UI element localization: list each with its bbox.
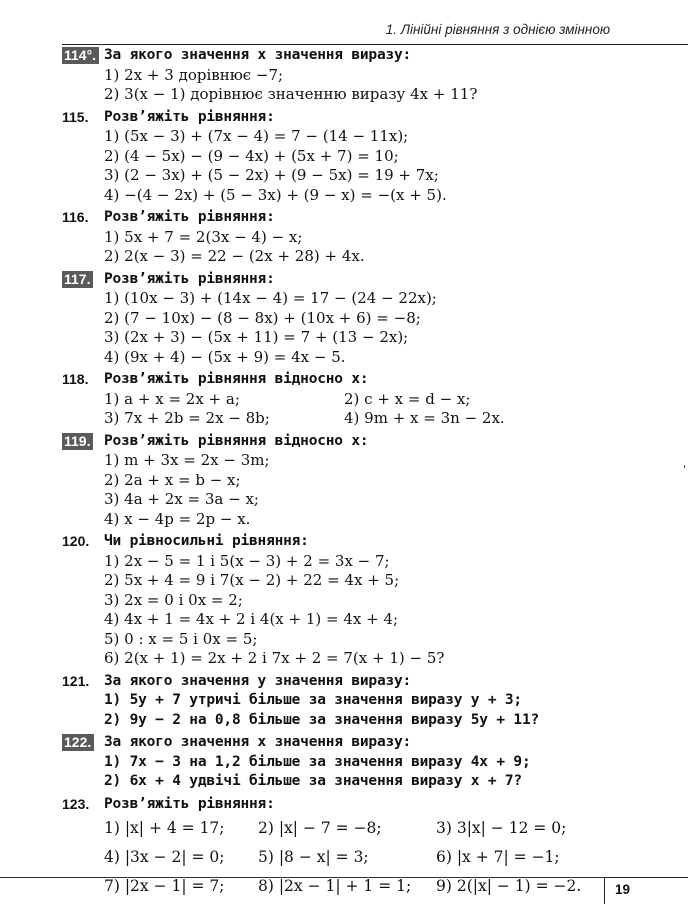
problem-number: 118. — [62, 371, 89, 387]
problem-number: 122. — [62, 734, 94, 751]
problem-item: 4) (9x + 4) − (5x + 9) = 4x − 5. — [104, 347, 346, 366]
problem-item: 3) 2x = 0 і 0x = 2; — [104, 590, 243, 609]
problem-121 — [62, 672, 622, 731]
problem-number: 123. — [62, 795, 90, 812]
problem-number: 116. — [62, 209, 89, 225]
problem-item: 1) m + 3x = 2x − 3m; — [104, 451, 270, 469]
problem-item: 2) 2a + x = b − x; — [104, 470, 241, 489]
problem-item: 2) 3(x − 1) дорівнює значенню виразу 4x + 11? — [104, 85, 478, 103]
problem-item: 4) x − 4p = 2p − x. — [104, 509, 251, 528]
problem-123 — [62, 795, 622, 902]
problem-item: 1) |x| + 4 = 17; — [104, 819, 225, 837]
problem-title: Розв’яжіть рівняння: — [104, 270, 275, 287]
problem-item: 4) −(4 − 2x) + (5 − 3x) + (9 − x) = −(x + 5). — [104, 185, 447, 204]
problem-item: 2) 6x + 4 удвічі більше за значення виразу x + 7? — [104, 773, 522, 789]
problem-number: 117. — [62, 271, 93, 288]
problem-119 — [62, 432, 622, 530]
problem-item: 4) |3x − 2| = 0; — [104, 848, 225, 866]
problem-item: 1) 2x − 5 = 1 і 5(x − 3) + 2 = 3x − 7; — [104, 551, 390, 570]
problem-item: 1) 2x + 3 дорівнює −7; — [104, 65, 284, 84]
problem-item: 1) (10x − 3) + (14x − 4) = 17 − (24 − 22x); — [104, 289, 437, 307]
problem-115 — [62, 108, 622, 206]
problem-number: 114°. — [62, 47, 99, 64]
footer-rule — [0, 877, 604, 878]
page-number: 19 — [615, 882, 631, 897]
problem-item: 2) 5x + 4 = 9 і 7(x − 2) + 22 = 4x + 5; — [104, 571, 400, 589]
problem-item: 6) 2(x + 1) = 2x + 2 і 7x + 2 = 7(x + 1) − 5? — [104, 649, 445, 667]
problem-title: За якого значення x значення виразу: — [104, 47, 412, 63]
page-header — [62, 18, 688, 45]
problem-title: За якого значення y значення виразу: — [104, 672, 412, 689]
problem-item: 2) 2(x − 3) = 22 − (2x + 28) + 4x. — [104, 247, 365, 265]
problem-item: 4) 4x + 1 = 4x + 2 і 4(x + 1) = 4x + 4; — [104, 610, 399, 628]
problem-title: За якого значення x значення виразу: — [104, 734, 412, 750]
problem-number: 119. — [62, 433, 93, 450]
problem-item: 3) 7x + 2b = 2x − 8b; — [104, 409, 270, 427]
problem-item: 3) 4a + 2x = 3a − x; — [104, 490, 259, 508]
problem-item: 3) 3|x| − 12 = 0; — [436, 819, 567, 837]
problem-item: 5) 0 : x = 5 і 0x = 5; — [104, 629, 258, 648]
problem-item: 1) a + x = 2x + a; — [104, 389, 240, 408]
problem-item: 1) 5x + 7 = 2(3x − 4) − x; — [104, 227, 303, 246]
problem-item: 1) 5y + 7 утричі більше за значення виразу y + 3; — [104, 692, 522, 708]
problem-item: 2) c + x = d − x; — [344, 389, 471, 408]
problem-title: Розв’яжіть рівняння: — [104, 795, 275, 812]
problem-117 — [62, 270, 622, 368]
problem-item: 2) 9y − 2 на 0,8 більше за значення виразу 5y + 11? — [104, 711, 540, 728]
problem-item: 5) |8 − x| = 3; — [258, 848, 369, 866]
problem-title: Розв’яжіть рівняння відносно x: — [104, 432, 369, 449]
problem-item: 6) |x + 7| = −1; — [436, 848, 560, 866]
problem-number: 121. — [62, 672, 90, 689]
problem-item: 9) 2(|x| − 1) = −2. — [436, 877, 582, 895]
problem-item: 2) (4 − 5x) − (9 − 4x) + (5x + 7) = 10; — [104, 146, 399, 165]
problem-122 — [62, 733, 622, 792]
problem-title: Розв’яжіть рівняння відносно x: — [104, 371, 369, 387]
problem-item: 3) (2x + 3) − (5x + 11) = 7 + (13 − 2x); — [104, 328, 409, 346]
chapter-title: 1. Лінійні рівняння з однією змінною — [385, 22, 610, 37]
problem-list — [62, 46, 622, 904]
problem-item: 4) 9m + x = 3n − 2x. — [344, 409, 505, 427]
problem-118 — [62, 370, 622, 429]
problem-item: 1) (5x − 3) + (7x − 4) = 7 − (14 − 11x); — [104, 127, 409, 145]
problem-item: 1) 7x − 3 на 1,2 більше за значення виразу 4x + 9; — [104, 753, 531, 770]
page-number-box — [604, 877, 688, 904]
problem-number: 120. — [62, 533, 90, 549]
problem-title: Розв’яжіть рівняння: — [104, 108, 275, 125]
problem-item: 2) (7 − 10x) − (8 − 8x) + (10x + 6) = −8; — [104, 308, 421, 327]
problem-116 — [62, 208, 622, 267]
problem-item: 8) |2x − 1| + 1 = 1; — [258, 877, 412, 895]
margin-mark — [684, 465, 685, 468]
problem-title: Чи рівносильні рівняння: — [104, 533, 309, 549]
problem-item: 7) |2x − 1| = 7; — [104, 877, 225, 895]
problem-item: 3) (2 − 3x) + (5 − 2x) + (9 − 5x) = 19 + 7x; — [104, 166, 439, 184]
problem-item: 2) |x| − 7 = −8; — [258, 819, 382, 837]
problem-title: Розв’яжіть рівняння: — [104, 209, 275, 225]
problem-114 — [62, 46, 622, 105]
problem-number: 115. — [62, 108, 89, 125]
problem-120 — [62, 532, 622, 669]
